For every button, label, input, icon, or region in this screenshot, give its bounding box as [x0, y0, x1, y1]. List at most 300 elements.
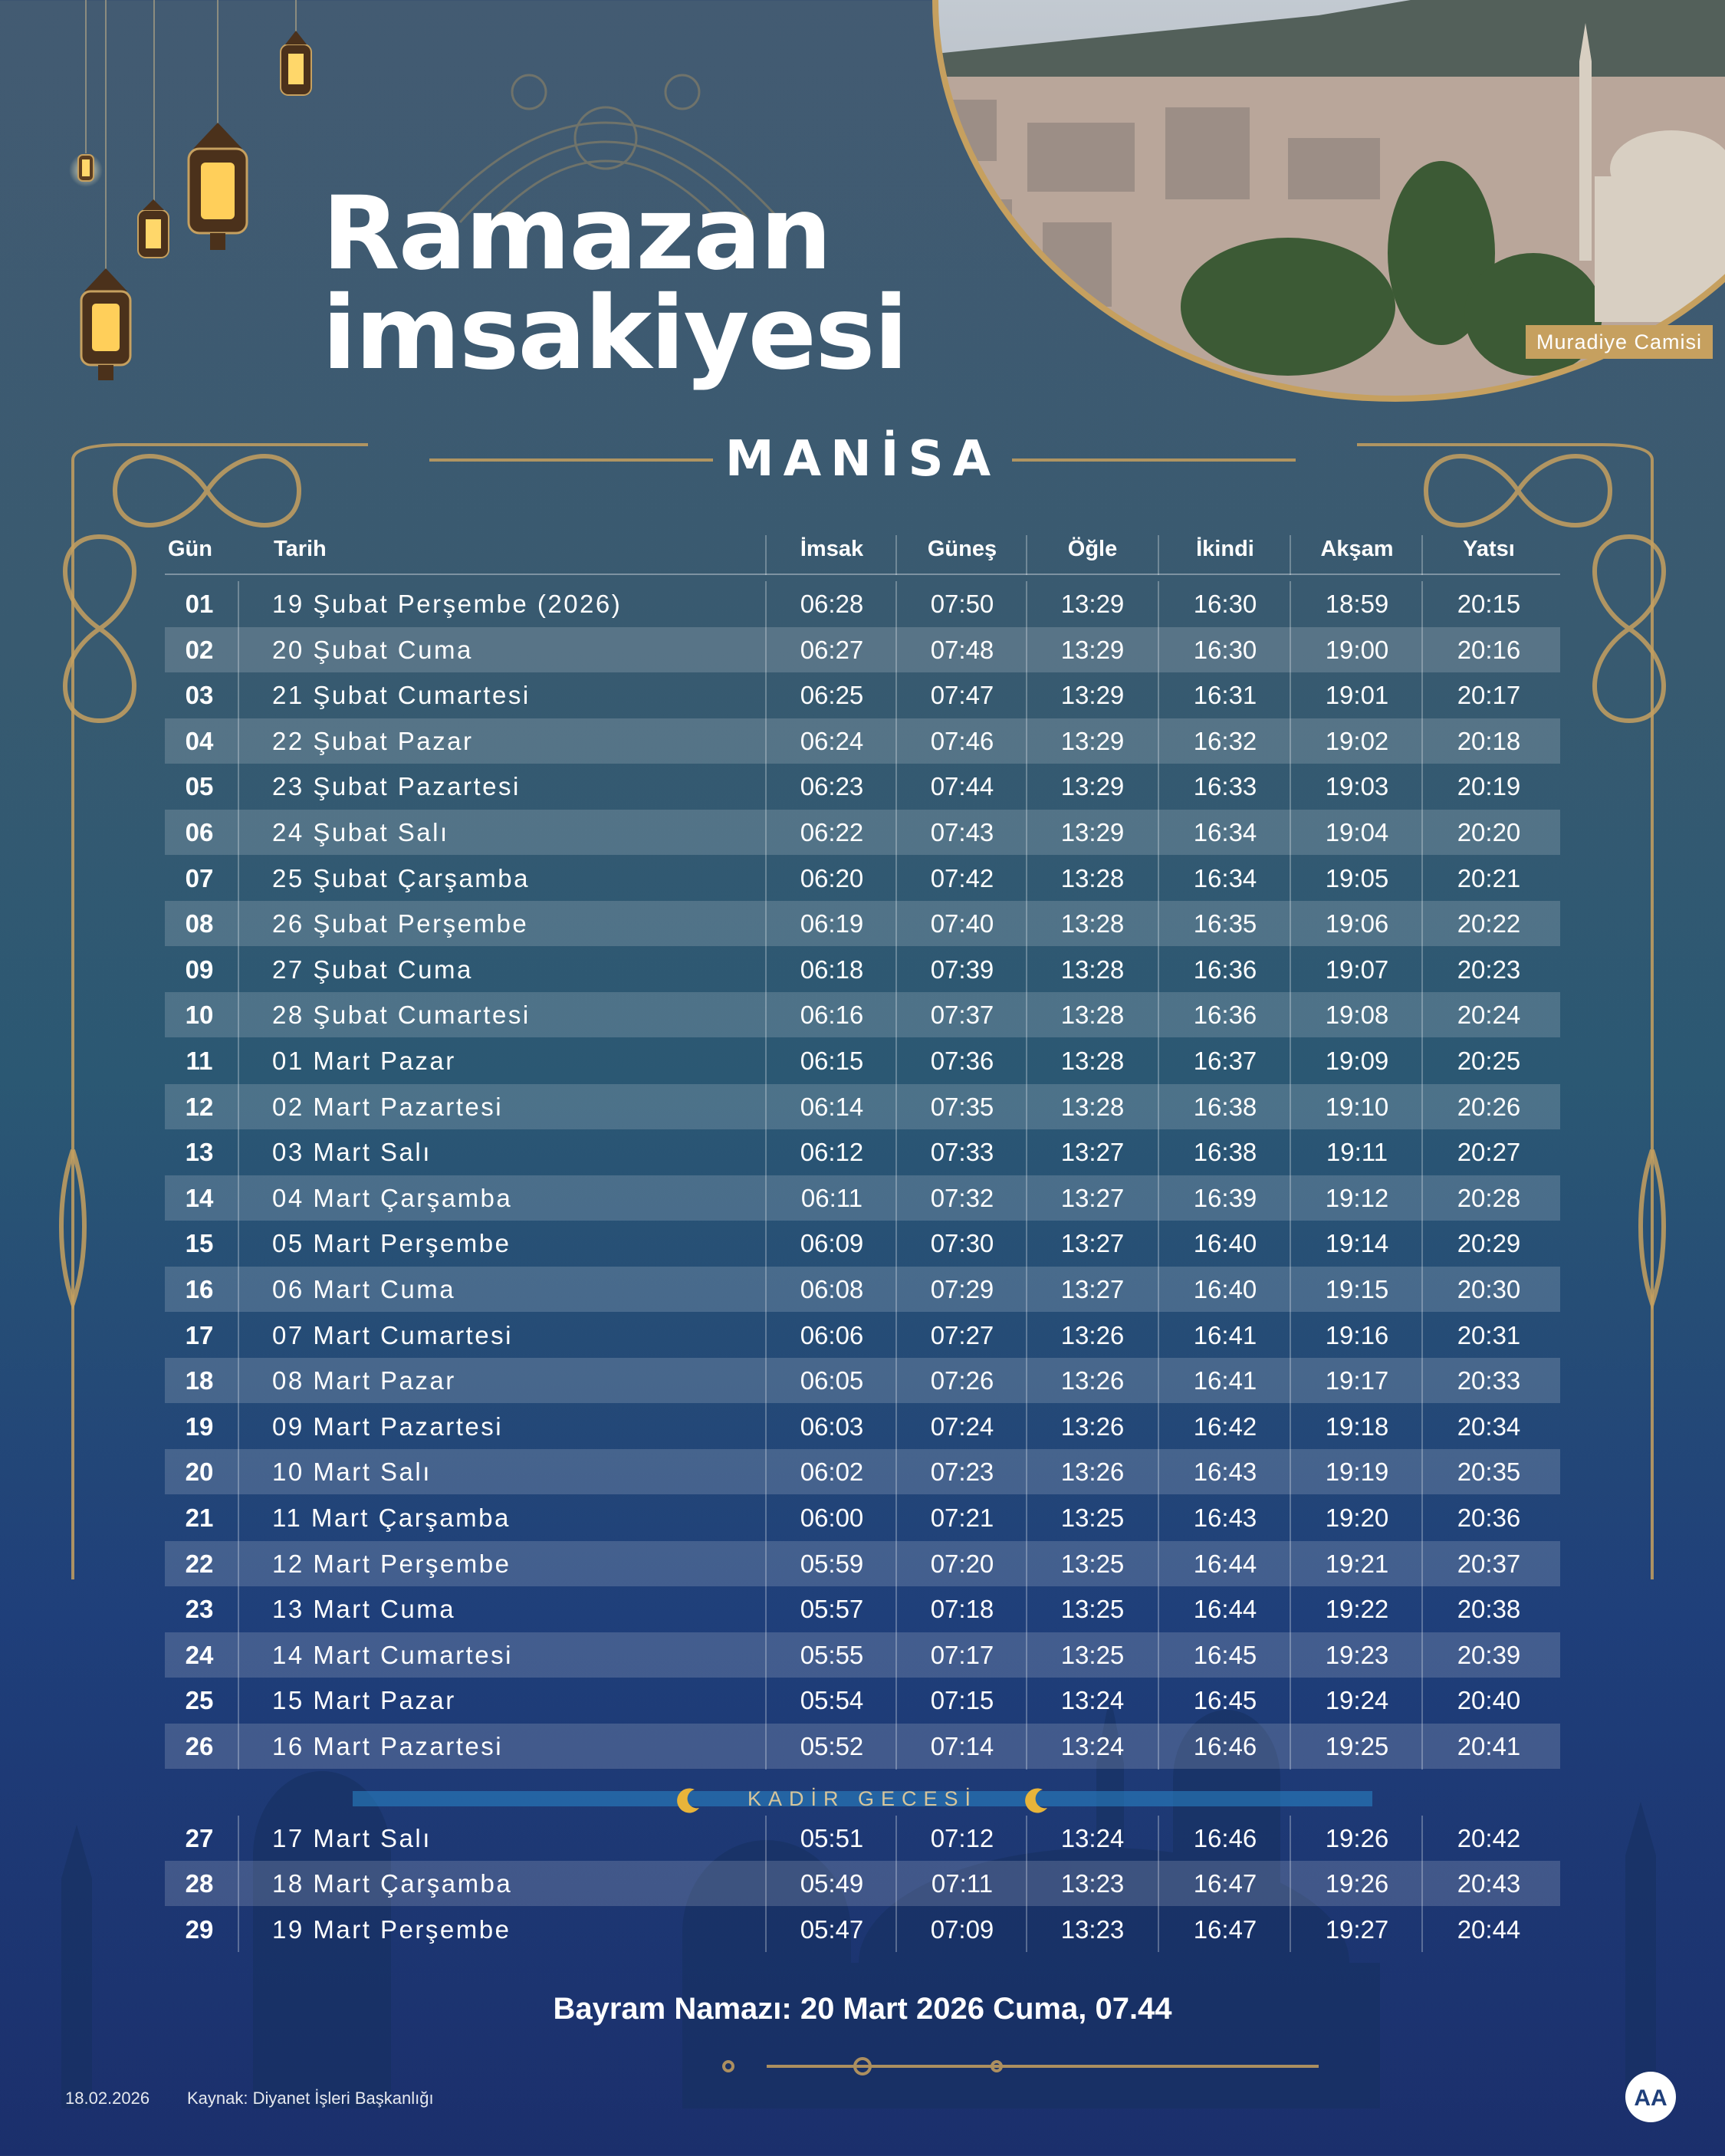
cell-aksam: 19:01 — [1325, 681, 1389, 710]
cell-tarih: 28 Şubat Cumartesi — [272, 1001, 531, 1030]
cell-gunes: 07:20 — [930, 1549, 994, 1578]
cell-aksam: 19:06 — [1325, 909, 1389, 938]
cell-ikindi: 16:30 — [1193, 635, 1257, 664]
cell-yatsi: 20:35 — [1457, 1458, 1521, 1487]
table-row — [165, 901, 1560, 946]
cell-ogle: 13:27 — [1060, 1229, 1125, 1258]
cell-gunes: 07:43 — [930, 818, 994, 846]
cell-imsak: 06:05 — [800, 1366, 864, 1395]
cell-gun: 13 — [185, 1138, 214, 1167]
aa-logo-icon — [1624, 2070, 1677, 2124]
cell-ogle: 13:27 — [1060, 1275, 1125, 1303]
cell-gunes: 07:26 — [930, 1366, 994, 1395]
cell-imsak: 06:27 — [800, 635, 864, 664]
cell-ikindi: 16:46 — [1193, 1823, 1257, 1852]
cell-ikindi: 16:41 — [1193, 1366, 1257, 1395]
cell-ogle: 13:24 — [1060, 1732, 1125, 1760]
cell-yatsi: 20:42 — [1457, 1823, 1521, 1852]
cell-yatsi: 20:19 — [1457, 772, 1521, 801]
cell-ikindi: 16:40 — [1193, 1275, 1257, 1303]
cell-imsak: 05:54 — [800, 1686, 864, 1715]
cell-gun: 25 — [185, 1686, 214, 1715]
cell-yatsi: 20:39 — [1457, 1640, 1521, 1669]
cell-tarih: 17 Mart Salı — [272, 1823, 432, 1852]
cell-gunes: 07:47 — [930, 681, 994, 710]
cell-imsak: 06:03 — [800, 1412, 864, 1441]
cell-tarih: 25 Şubat Çarşamba — [272, 863, 531, 892]
cell-tarih: 22 Şubat Pazar — [272, 726, 474, 755]
cell-ogle: 13:29 — [1060, 590, 1125, 618]
cell-imsak: 06:23 — [800, 772, 864, 801]
cell-gun: 05 — [185, 772, 214, 801]
cell-ogle: 13:23 — [1060, 1869, 1125, 1898]
cell-tarih: 08 Mart Pazar — [272, 1366, 456, 1395]
cell-yatsi: 20:20 — [1457, 818, 1521, 846]
cell-yatsi: 20:41 — [1457, 1732, 1521, 1760]
cell-ikindi: 16:41 — [1193, 1320, 1257, 1349]
cell-ikindi: 16:47 — [1193, 1914, 1257, 1944]
column-separator — [1158, 1816, 1159, 1953]
cell-gun: 01 — [185, 590, 214, 618]
cell-imsak: 05:52 — [800, 1732, 864, 1760]
cell-ogle: 13:25 — [1060, 1504, 1125, 1532]
cell-gun: 21 — [185, 1504, 214, 1532]
cell-gunes: 07:21 — [930, 1504, 994, 1532]
cell-gunes: 07:12 — [930, 1823, 994, 1852]
cell-aksam: 19:07 — [1325, 955, 1389, 984]
bayram-namazi: Bayram Namazı: 20 Mart 2026 Cuma, 07.44 — [553, 1992, 1172, 2026]
cell-gunes: 07:44 — [930, 772, 994, 801]
lantern-icon — [69, 146, 103, 192]
table-row — [165, 1449, 1560, 1494]
cell-aksam: 19:25 — [1325, 1732, 1389, 1760]
table-row — [165, 1404, 1560, 1449]
cell-tarih: 06 Mart Cuma — [272, 1275, 456, 1303]
cell-imsak: 06:11 — [800, 1183, 863, 1212]
cell-gunes: 07:09 — [930, 1914, 994, 1944]
cell-tarih: 24 Şubat Salı — [272, 818, 449, 846]
cell-tarih: 11 Mart Çarşamba — [272, 1504, 511, 1532]
cell-tarih: 10 Mart Salı — [272, 1458, 432, 1487]
table-row — [165, 1175, 1560, 1221]
cell-aksam: 19:08 — [1325, 1001, 1389, 1030]
cell-gun: 08 — [185, 909, 214, 938]
cell-imsak: 06:12 — [800, 1138, 864, 1167]
cell-tarih: 12 Mart Perşembe — [272, 1549, 511, 1578]
cell-ikindi: 16:47 — [1193, 1869, 1257, 1898]
photo-caption: Muradiye Camisi — [1526, 325, 1713, 359]
lantern-icon — [132, 199, 175, 268]
cell-aksam: 19:24 — [1325, 1686, 1389, 1715]
cell-ogle: 13:29 — [1060, 818, 1125, 846]
cell-ogle: 13:28 — [1060, 1001, 1125, 1030]
cell-yatsi: 20:17 — [1457, 681, 1521, 710]
cell-tarih: 21 Şubat Cumartesi — [272, 681, 531, 710]
cell-gunes: 07:33 — [930, 1138, 994, 1167]
cell-tarih: 19 Şubat Perşembe (2026) — [272, 590, 623, 618]
column-separator — [1421, 1816, 1423, 1953]
column-separator — [1026, 535, 1027, 575]
cell-tarih: 04 Mart Çarşamba — [272, 1183, 513, 1212]
cell-ogle: 13:24 — [1060, 1823, 1125, 1852]
cell-aksam: 19:26 — [1325, 1869, 1389, 1898]
cell-gun: 14 — [185, 1183, 214, 1212]
cell-gun: 19 — [185, 1412, 214, 1441]
cell-gun: 07 — [185, 863, 214, 892]
cell-ogle: 13:25 — [1060, 1640, 1125, 1669]
cell-tarih: 01 Mart Pazar — [272, 1047, 456, 1075]
header-tarih: Tarih — [274, 537, 327, 561]
header-aksam: Akşam — [1320, 537, 1394, 561]
cell-tarih: 19 Mart Perşembe — [272, 1914, 511, 1944]
table-row — [165, 764, 1560, 809]
cell-aksam: 18:59 — [1325, 590, 1389, 618]
cell-gunes: 07:39 — [930, 955, 994, 984]
cell-gunes: 07:50 — [930, 590, 994, 618]
cell-ikindi: 16:46 — [1193, 1732, 1257, 1760]
cell-tarih: 20 Şubat Cuma — [272, 635, 473, 664]
cell-ogle: 13:26 — [1060, 1320, 1125, 1349]
table-row — [165, 672, 1560, 718]
cell-yatsi: 20:43 — [1457, 1869, 1521, 1898]
cell-imsak: 06:25 — [800, 681, 864, 710]
cell-gun: 09 — [185, 955, 214, 984]
cell-tarih: 07 Mart Cumartesi — [272, 1320, 513, 1349]
cell-ikindi: 16:45 — [1193, 1686, 1257, 1715]
column-separator — [1026, 581, 1027, 1770]
header-ikindi: İkindi — [1196, 537, 1254, 561]
cell-imsak: 06:00 — [800, 1504, 864, 1532]
city-name: MANİSA — [724, 431, 1001, 488]
cell-ogle: 13:26 — [1060, 1366, 1125, 1395]
header-gun: Gün — [168, 537, 212, 561]
cell-gunes: 07:32 — [930, 1183, 994, 1212]
cell-ikindi: 16:37 — [1193, 1047, 1257, 1075]
cell-gunes: 07:48 — [930, 635, 994, 664]
cell-aksam: 19:03 — [1325, 772, 1389, 801]
cell-aksam: 19:15 — [1325, 1275, 1389, 1303]
cell-tarih: 02 Mart Pazartesi — [272, 1092, 504, 1121]
cell-yatsi: 20:27 — [1457, 1138, 1521, 1167]
cell-yatsi: 20:22 — [1457, 909, 1521, 938]
cell-ogle: 13:26 — [1060, 1412, 1125, 1441]
cell-imsak: 06:20 — [800, 863, 864, 892]
cell-imsak: 06:22 — [800, 818, 864, 846]
column-separator — [1026, 1816, 1027, 1953]
cell-ikindi: 16:44 — [1193, 1549, 1257, 1578]
header-divider — [165, 574, 1560, 575]
column-separator — [765, 1816, 767, 1953]
cell-gunes: 07:27 — [930, 1320, 994, 1349]
cell-gunes: 07:11 — [931, 1869, 994, 1898]
cell-yatsi: 20:29 — [1457, 1229, 1521, 1258]
cell-gun: 15 — [185, 1229, 214, 1258]
cell-gun: 10 — [185, 1001, 214, 1030]
cell-gun: 03 — [185, 681, 214, 710]
cell-ogle: 13:23 — [1060, 1914, 1125, 1944]
cell-gun: 18 — [185, 1366, 214, 1395]
cell-yatsi: 20:33 — [1457, 1366, 1521, 1395]
header-imsak: İmsak — [800, 537, 864, 561]
cell-gun: 29 — [185, 1914, 214, 1944]
table-row — [165, 1907, 1560, 1952]
cell-aksam: 19:22 — [1325, 1595, 1389, 1624]
cell-yatsi: 20:44 — [1457, 1914, 1521, 1944]
cell-aksam: 19:21 — [1325, 1549, 1389, 1578]
cell-imsak: 05:47 — [800, 1914, 864, 1944]
cell-imsak: 06:09 — [800, 1229, 864, 1258]
cell-tarih: 27 Şubat Cuma — [272, 955, 473, 984]
cell-ogle: 13:27 — [1060, 1138, 1125, 1167]
cell-yatsi: 20:28 — [1457, 1183, 1521, 1212]
cell-gun: 11 — [186, 1047, 213, 1075]
table-row — [165, 1313, 1560, 1358]
cell-gunes: 07:17 — [930, 1640, 994, 1669]
cell-ogle: 13:29 — [1060, 772, 1125, 801]
cell-ikindi: 16:38 — [1193, 1092, 1257, 1121]
table-row — [165, 810, 1560, 855]
cell-ogle: 13:29 — [1060, 635, 1125, 664]
cell-gunes: 07:23 — [930, 1458, 994, 1487]
cell-gunes: 07:37 — [930, 1001, 994, 1030]
cell-ikindi: 16:45 — [1193, 1640, 1257, 1669]
cell-ikindi: 16:39 — [1193, 1183, 1257, 1212]
cell-gunes: 07:29 — [930, 1275, 994, 1303]
cell-gun: 23 — [185, 1595, 214, 1624]
lantern-icon — [77, 268, 135, 383]
cell-yatsi: 20:31 — [1457, 1320, 1521, 1349]
cell-imsak: 05:55 — [800, 1640, 864, 1669]
cell-imsak: 05:59 — [800, 1549, 864, 1578]
column-separator — [1421, 581, 1423, 1770]
table-row — [165, 1586, 1560, 1632]
svg-text:AA: AA — [1634, 2085, 1668, 2111]
table-row — [165, 1861, 1560, 1906]
cell-ikindi: 16:33 — [1193, 772, 1257, 801]
cell-ikindi: 16:34 — [1193, 863, 1257, 892]
cell-tarih: 26 Şubat Perşembe — [272, 909, 529, 938]
cell-gun: 26 — [185, 1732, 214, 1760]
table-row — [165, 1129, 1560, 1175]
cell-ogle: 13:28 — [1060, 1092, 1125, 1121]
cell-ogle: 13:26 — [1060, 1458, 1125, 1487]
cell-ikindi: 16:36 — [1193, 1001, 1257, 1030]
cell-aksam: 19:10 — [1325, 1092, 1389, 1121]
column-separator — [765, 535, 767, 575]
table-row — [165, 1541, 1560, 1586]
cell-gun: 06 — [185, 818, 214, 846]
cell-aksam: 19:11 — [1326, 1138, 1388, 1167]
cell-imsak: 06:24 — [800, 726, 864, 755]
cell-tarih: 16 Mart Pazartesi — [272, 1732, 504, 1760]
table-row — [165, 627, 1560, 672]
cell-ogle: 13:27 — [1060, 1183, 1125, 1212]
table-row — [165, 1267, 1560, 1312]
cell-ikindi: 16:31 — [1193, 681, 1257, 710]
cell-gun: 27 — [185, 1823, 214, 1852]
column-separator — [1421, 535, 1423, 575]
cell-yatsi: 20:34 — [1457, 1412, 1521, 1441]
cell-imsak: 06:19 — [800, 909, 864, 938]
cell-ikindi: 16:32 — [1193, 726, 1257, 755]
cell-gun: 28 — [185, 1869, 214, 1898]
lantern-icon — [276, 31, 316, 107]
cell-imsak: 06:02 — [800, 1458, 864, 1487]
table-row — [165, 1084, 1560, 1129]
cell-ikindi: 16:34 — [1193, 818, 1257, 846]
table-row — [165, 718, 1560, 764]
cell-yatsi: 20:40 — [1457, 1686, 1521, 1715]
cell-yatsi: 20:37 — [1457, 1549, 1521, 1578]
table-row — [165, 1724, 1560, 1769]
table-row — [165, 1221, 1560, 1266]
cell-aksam: 19:00 — [1325, 635, 1389, 664]
cell-aksam: 19:26 — [1325, 1823, 1389, 1852]
table-row — [165, 1816, 1560, 1861]
cell-gun: 24 — [185, 1640, 214, 1669]
cell-gun: 02 — [185, 635, 214, 664]
cell-yatsi: 20:15 — [1457, 590, 1521, 618]
cell-aksam: 19:27 — [1325, 1914, 1389, 1944]
lantern-icon — [182, 123, 253, 253]
table-row — [165, 947, 1560, 992]
cell-ogle: 13:29 — [1060, 726, 1125, 755]
cell-imsak: 05:49 — [800, 1869, 864, 1898]
cell-gunes: 07:18 — [930, 1595, 994, 1624]
cell-gun: 12 — [185, 1092, 214, 1121]
cell-gunes: 07:40 — [930, 909, 994, 938]
column-separator — [1290, 1816, 1291, 1953]
cell-yatsi: 20:24 — [1457, 1001, 1521, 1030]
cell-gunes: 07:42 — [930, 863, 994, 892]
cell-gun: 17 — [185, 1320, 214, 1349]
cell-yatsi: 20:21 — [1457, 863, 1521, 892]
cell-gun: 16 — [185, 1275, 214, 1303]
column-separator — [895, 535, 897, 575]
cell-imsak: 05:51 — [800, 1823, 864, 1852]
table-row — [165, 1038, 1560, 1083]
column-separator — [1158, 581, 1159, 1770]
cell-ogle: 13:25 — [1060, 1549, 1125, 1578]
kadir-label: KADİR GECESİ — [747, 1787, 978, 1810]
header-ogle: Öğle — [1067, 537, 1118, 561]
cell-yatsi: 20:38 — [1457, 1595, 1521, 1624]
column-separator — [895, 1816, 897, 1953]
cell-aksam: 19:17 — [1325, 1366, 1389, 1395]
cell-tarih: 13 Mart Cuma — [272, 1595, 456, 1624]
cell-yatsi: 20:26 — [1457, 1092, 1521, 1121]
cell-aksam: 19:14 — [1325, 1229, 1389, 1258]
cell-ikindi: 16:43 — [1193, 1458, 1257, 1487]
column-separator — [895, 581, 897, 1770]
cell-tarih: 09 Mart Pazartesi — [272, 1412, 504, 1441]
cell-tarih: 03 Mart Salı — [272, 1138, 432, 1167]
cell-ikindi: 16:35 — [1193, 909, 1257, 938]
cell-gunes: 07:46 — [930, 726, 994, 755]
cell-aksam: 19:12 — [1325, 1183, 1389, 1212]
title-line-1: Ramazan — [322, 175, 831, 293]
cell-yatsi: 20:18 — [1457, 726, 1521, 755]
cell-tarih: 23 Şubat Pazartesi — [272, 772, 521, 801]
cell-ogle: 13:25 — [1060, 1595, 1125, 1624]
table-row — [165, 581, 1560, 626]
cell-tarih: 15 Mart Pazar — [272, 1686, 456, 1715]
column-separator — [238, 1816, 239, 1953]
cell-imsak: 06:06 — [800, 1320, 864, 1349]
table-row — [165, 1632, 1560, 1678]
column-separator — [1290, 535, 1291, 575]
cell-gun: 22 — [185, 1549, 214, 1578]
cell-aksam: 19:02 — [1325, 726, 1389, 755]
footer-date: 18.02.2026 — [65, 2089, 150, 2108]
cell-imsak: 06:15 — [800, 1047, 864, 1075]
cell-yatsi: 20:16 — [1457, 635, 1521, 664]
cell-ogle: 13:24 — [1060, 1686, 1125, 1715]
cell-tarih: 05 Mart Perşembe — [272, 1229, 511, 1258]
cell-tarih: 18 Mart Çarşamba — [272, 1869, 513, 1898]
cell-ogle: 13:28 — [1060, 863, 1125, 892]
cell-aksam: 19:05 — [1325, 863, 1389, 892]
cell-yatsi: 20:25 — [1457, 1047, 1521, 1075]
table-row — [165, 1495, 1560, 1540]
cell-ikindi: 16:43 — [1193, 1504, 1257, 1532]
title-line-2: imsakiyesi — [322, 274, 907, 393]
column-separator — [1290, 581, 1291, 1770]
footer-source: Kaynak: Diyanet İşleri Başkanlığı — [187, 2089, 434, 2108]
cell-gunes: 07:14 — [930, 1732, 994, 1760]
column-separator — [238, 581, 239, 1770]
cell-aksam: 19:19 — [1325, 1458, 1389, 1487]
cell-ikindi: 16:40 — [1193, 1229, 1257, 1258]
cell-imsak: 06:18 — [800, 955, 864, 984]
cell-aksam: 19:23 — [1325, 1640, 1389, 1669]
column-separator — [1158, 535, 1159, 575]
cell-imsak: 06:28 — [800, 590, 864, 618]
cell-tarih: 14 Mart Cumartesi — [272, 1640, 513, 1669]
cell-ogle: 13:28 — [1060, 955, 1125, 984]
cell-aksam: 19:16 — [1325, 1320, 1389, 1349]
cell-aksam: 19:09 — [1325, 1047, 1389, 1075]
cell-aksam: 19:20 — [1325, 1504, 1389, 1532]
header-gunes: Güneş — [927, 537, 997, 561]
cell-aksam: 19:04 — [1325, 818, 1389, 846]
cell-ogle: 13:29 — [1060, 681, 1125, 710]
kadir-gecesi-banner — [0, 1783, 1725, 1814]
cell-ikindi: 16:42 — [1193, 1412, 1257, 1441]
header-yatsi: Yatsı — [1463, 537, 1515, 561]
cell-gunes: 07:35 — [930, 1092, 994, 1121]
cell-imsak: 06:16 — [800, 1001, 864, 1030]
cell-imsak: 06:14 — [800, 1092, 864, 1121]
cell-gunes: 07:36 — [930, 1047, 994, 1075]
cell-yatsi: 20:23 — [1457, 955, 1521, 984]
cell-ikindi: 16:36 — [1193, 955, 1257, 984]
cell-gunes: 07:30 — [930, 1229, 994, 1258]
cell-gun: 20 — [185, 1458, 214, 1487]
table-row — [165, 1678, 1560, 1723]
cell-gunes: 07:15 — [930, 1686, 994, 1715]
cell-ikindi: 16:30 — [1193, 590, 1257, 618]
cell-ikindi: 16:38 — [1193, 1138, 1257, 1167]
cell-ogle: 13:28 — [1060, 1047, 1125, 1075]
cell-yatsi: 20:36 — [1457, 1504, 1521, 1532]
cell-ikindi: 16:44 — [1193, 1595, 1257, 1624]
cell-gunes: 07:24 — [930, 1412, 994, 1441]
table-row — [165, 992, 1560, 1037]
table-row — [165, 1358, 1560, 1403]
page-title — [322, 175, 907, 393]
cell-yatsi: 20:30 — [1457, 1275, 1521, 1303]
